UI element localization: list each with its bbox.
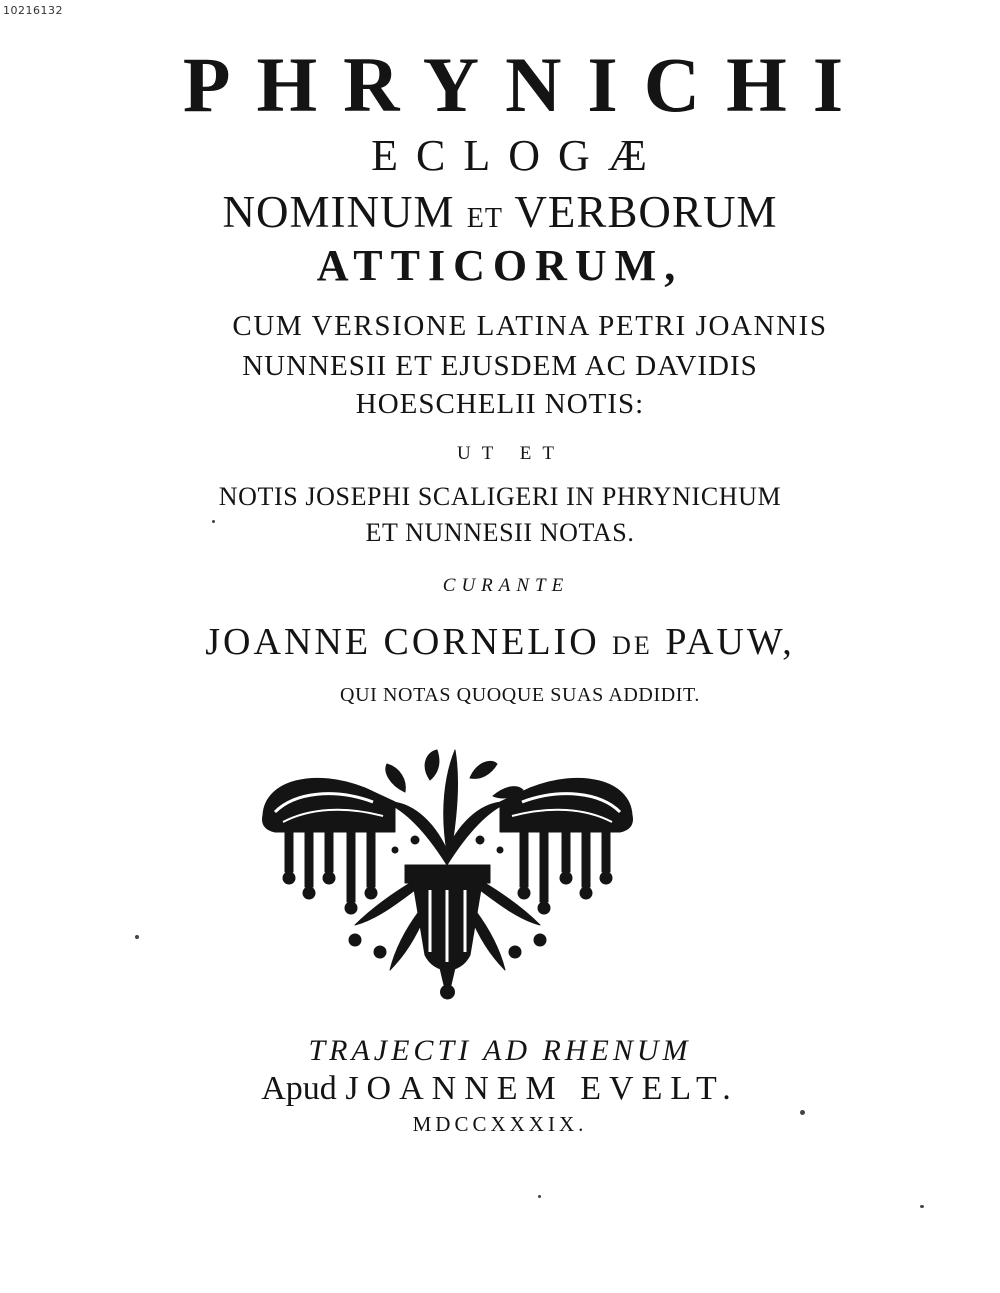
document-id: 10216132 bbox=[3, 4, 63, 17]
scan-speck bbox=[212, 520, 215, 523]
editor-first-names: JOANNE CORNELIO bbox=[205, 621, 600, 663]
editor-surname: PAUW, bbox=[665, 621, 795, 663]
scan-speck bbox=[800, 1110, 805, 1115]
scan-speck bbox=[920, 1205, 924, 1208]
curante-label: CURANTE bbox=[442, 575, 570, 596]
editor-particle: DE bbox=[612, 631, 653, 660]
subtitle-line bbox=[0, 186, 1000, 238]
subtitle-conjunction: ET bbox=[466, 203, 503, 234]
scan-speck bbox=[135, 935, 139, 939]
imprint-year: MDCCXXXIX. bbox=[412, 1112, 588, 1136]
floral-printers-ornament-icon bbox=[255, 740, 640, 1002]
subtitle-nominum: NOMINUM bbox=[222, 187, 455, 237]
scaliger-line-2: ET NUNNESII NOTAS. bbox=[365, 518, 635, 547]
editor-name bbox=[0, 620, 1000, 664]
editions-line-3: HOESCHELII NOTIS: bbox=[355, 388, 645, 420]
imprint-printer: JOANNEM EVELT. bbox=[345, 1070, 739, 1107]
scan-speck bbox=[538, 1195, 541, 1198]
imprint-place: TRAJECTI AD RHENUM bbox=[308, 1034, 692, 1067]
imprint-apud: Apud bbox=[261, 1070, 337, 1107]
editions-line-1: CUM VERSIONE LATINA PETRI JOANNIS bbox=[232, 310, 828, 342]
imprint-printer-line bbox=[0, 1070, 1000, 1108]
scaliger-line-1: NOTIS JOSEPHI SCALIGERI IN PHRYNICHUM bbox=[218, 482, 782, 511]
ut-et-separator: UT ET bbox=[457, 443, 565, 464]
author-title: PHRYNICHI bbox=[182, 41, 870, 128]
editions-line-2: NUNNESII ET EJUSDEM AC DAVIDIS bbox=[242, 350, 758, 382]
editor-note: QUI NOTAS QUOQUE SUAS ADDIDIT. bbox=[340, 684, 700, 706]
subtitle-verborum: VERBORUM bbox=[514, 187, 778, 237]
subtitle-atticorum: ATTICORUM, bbox=[316, 241, 684, 290]
work-title: ECLOGÆ bbox=[371, 131, 665, 180]
